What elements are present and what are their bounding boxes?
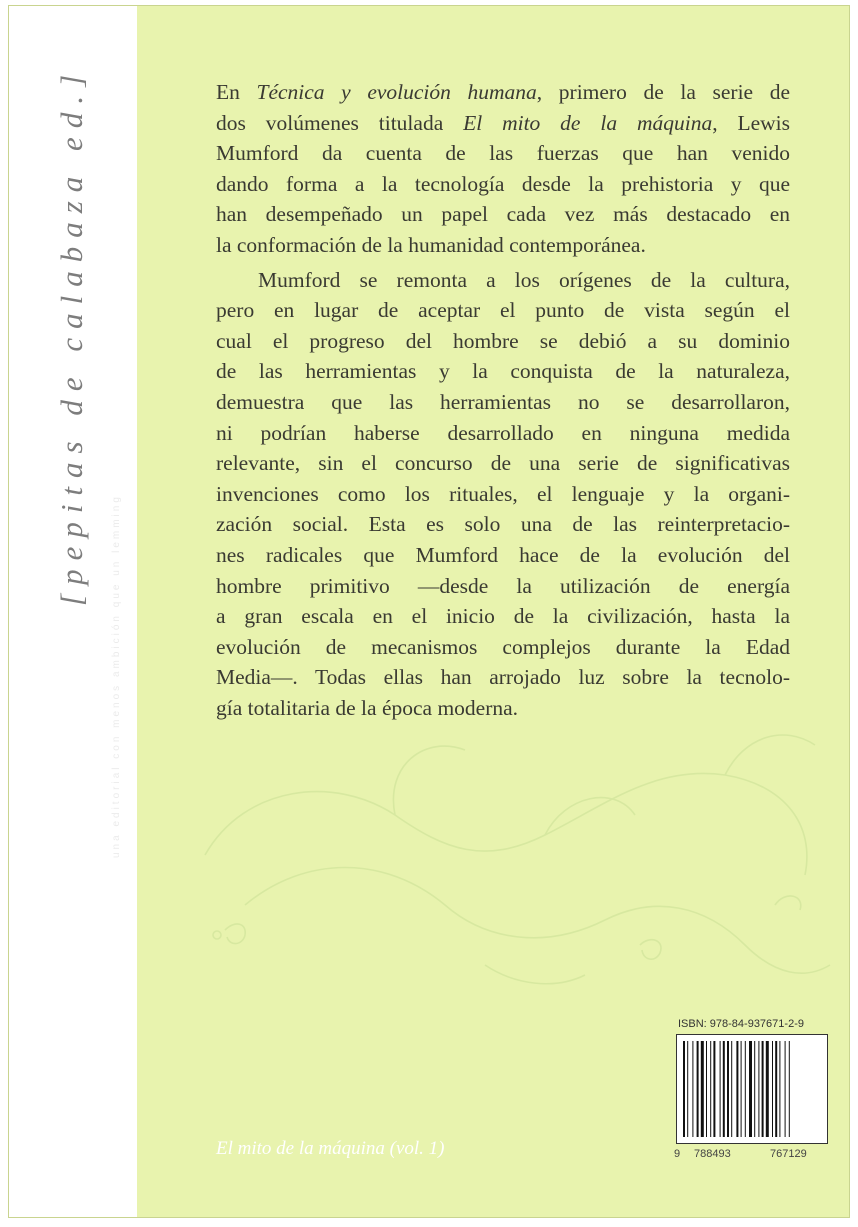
barcode-bar [741,1041,742,1137]
barcode-bar [706,1041,707,1137]
blurb-line: gía totalitaria de la época moderna. [216,695,519,720]
barcode-bars [677,1035,827,1143]
barcode-bar [785,1041,786,1137]
blurb-line: dando forma a la tecnología desde la prehistoria y que [216,171,790,196]
blurb-line: relevante, sin el concurso de una serie de significativas [216,451,790,476]
blurb-line: evolución de mecanismos complejos durante la Edad [216,634,790,659]
barcode-bar [710,1041,711,1137]
barcode [676,1034,828,1144]
blurb-line: pero en lugar de aceptar el punto de vista según el [216,298,790,323]
barcode-bar [736,1041,738,1137]
barcode-bar [789,1041,790,1137]
barcode-bar [713,1041,715,1137]
blurb-paragraph-2 [216,265,790,724]
barcode-bar [723,1041,725,1137]
collection-name: [pepitas de calabaza ed.] [54,65,89,606]
blurb-line: Media—. Todas ellas han arrojado luz sobre la tecnolo- [216,665,790,690]
barcode-bar [772,1041,773,1137]
barcode-digit-lead: 9 [674,1148,681,1160]
vine-ornament [185,705,835,1035]
blurb-line: invenciones como los rituales, el lenguaje y la organi- [216,481,790,506]
blurb-line: En Técnica y evolución humana, primero de la serie de [216,80,790,104]
isbn-label: ISBN: 978-84-937671-2-9 [678,1018,804,1030]
barcode-bar [762,1041,764,1137]
spine-strip [9,6,137,1217]
blurb-line: nes radicales que Mumford hace de la evolución del [216,542,790,567]
barcode-bar [766,1041,769,1137]
blurb-line: a gran escala en el inicio de la civilización, hasta la [216,604,790,629]
barcode-bar [745,1041,746,1137]
barcode-bar [754,1041,755,1137]
barcode-bar [775,1041,777,1137]
barcode-digit-right: 767129 [770,1148,807,1160]
blurb-line: demuestra que las herramientas no se desarrollaron, [216,389,790,414]
barcode-bar [701,1041,704,1137]
blurb-line: Mumford se remonta a los orígenes de la cultura, [258,267,790,292]
blurb-line: cual el progreso del hombre se debió a su dominio [216,328,790,353]
barcode-bar [720,1041,721,1137]
blurb-line: de las herramientas y la conquista de la naturaleza, [216,359,790,384]
blurb-line: dos volúmenes titulada El mito de la máquina, Lewis [216,110,790,135]
footer-book-title: El mito de la máquina (vol. 1) [216,1138,445,1159]
blurb-line: hombre primitivo —desde la utilización de energía [216,573,790,598]
barcode-bar [683,1041,685,1137]
barcode-bar [687,1041,688,1137]
blurb-text [216,77,790,723]
barcode-bar [749,1041,752,1137]
blurb-line: han desempeñado un papel cada vez más destacado en [216,202,790,227]
barcode-bar [758,1041,759,1137]
barcode-bar [731,1041,732,1137]
barcode-digit-left: 788493 [694,1148,731,1160]
collection-tagline: una editorial con menos ambición que un lemming [111,494,122,858]
blurb-line: zación social. Esta es solo una de las reinterpretacio- [216,512,790,537]
blurb-paragraph-1 [216,77,790,261]
blurb-line: la conformación de la humanidad contemporánea. [216,232,646,257]
blurb-line: ni podrían haberse desarrollado en ninguna medida [216,420,790,445]
barcode-bar [727,1041,729,1137]
blurb-line: Mumford da cuenta de las fuerzas que han venido [216,141,790,166]
barcode-bar [692,1041,693,1137]
barcode-bar [697,1041,699,1137]
barcode-bar [779,1041,780,1137]
